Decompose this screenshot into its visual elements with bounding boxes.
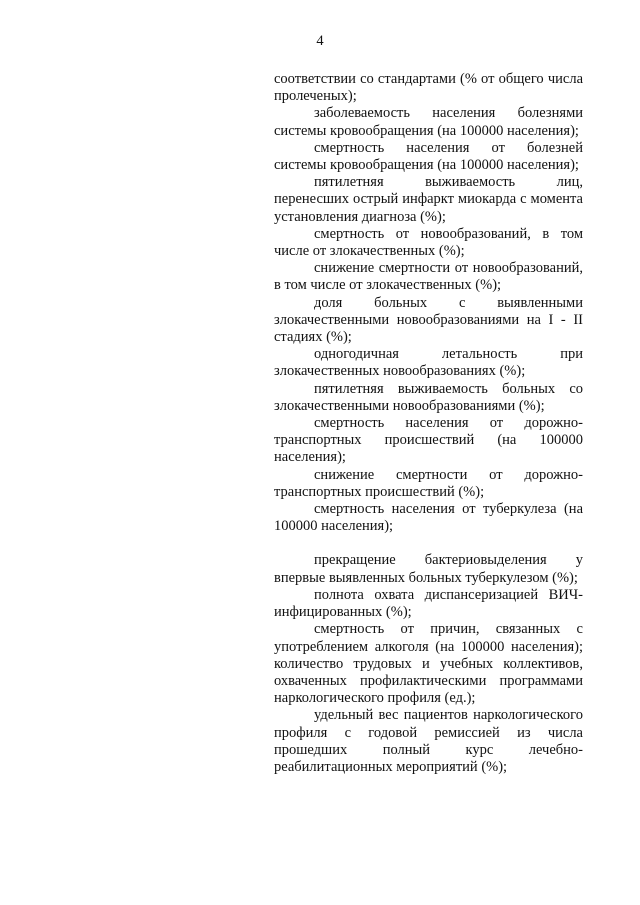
page-body: [274, 71, 583, 776]
paragraph: удельный вес пациентов наркологического профиля с годовой ремиссией из числа прошедших полный курс лечебно-реабилитационных мероприятий (%);: [274, 707, 583, 775]
paragraph: смертность населения от болезней системы кровообращения (на 100000 населения);: [274, 139, 583, 174]
paragraph: снижение смертности от новообразований, в том числе от злокачественных (%);: [274, 260, 583, 294]
blank-line: [274, 535, 583, 552]
paragraph: соответствии со стандартами (% от общего числа пролеченых);: [274, 71, 583, 105]
paragraph: смертность от причин, связанных с употреблением алкоголя (на 100000 населения); количество трудовых и учебных коллективов, охваченных профилактическими программами наркологического профиля (ед.);: [274, 621, 583, 707]
paragraph: одногодичная летальность при злокачественных новообразованиях (%);: [274, 346, 583, 380]
paragraph: пятилетняя выживаемость лиц, перенесших острый инфаркт миокарда с момента установления диагноза (%);: [274, 174, 583, 225]
paragraph: смертность населения от дорожно-транспортных происшествий (на 100000 населения);: [274, 415, 583, 466]
paragraph: полнота охвата диспансеризацией ВИЧ-инфицированных (%);: [274, 586, 583, 621]
paragraph: смертность от новообразований, в том числе от злокачественных (%);: [274, 225, 583, 260]
paragraph: снижение смертности от дорожно-транспортных происшествий (%);: [274, 466, 583, 500]
paragraph: смертность населения от туберкулеза (на 100000 населения);: [274, 501, 583, 535]
paragraph: пятилетняя выживаемость больных со злокачественными новообразованиями (%);: [274, 380, 583, 414]
paragraph: прекращение бактериовыделения у впервые выявленных больных туберкулезом (%);: [274, 552, 583, 586]
page-number: 4: [316, 33, 324, 49]
paragraph: доля больных с выявленными злокачественными новообразованиями на I - II стадиях (%);: [274, 294, 583, 346]
paragraph: заболеваемость населения болезнями системы кровообращения (на 100000 населения);: [274, 105, 583, 139]
